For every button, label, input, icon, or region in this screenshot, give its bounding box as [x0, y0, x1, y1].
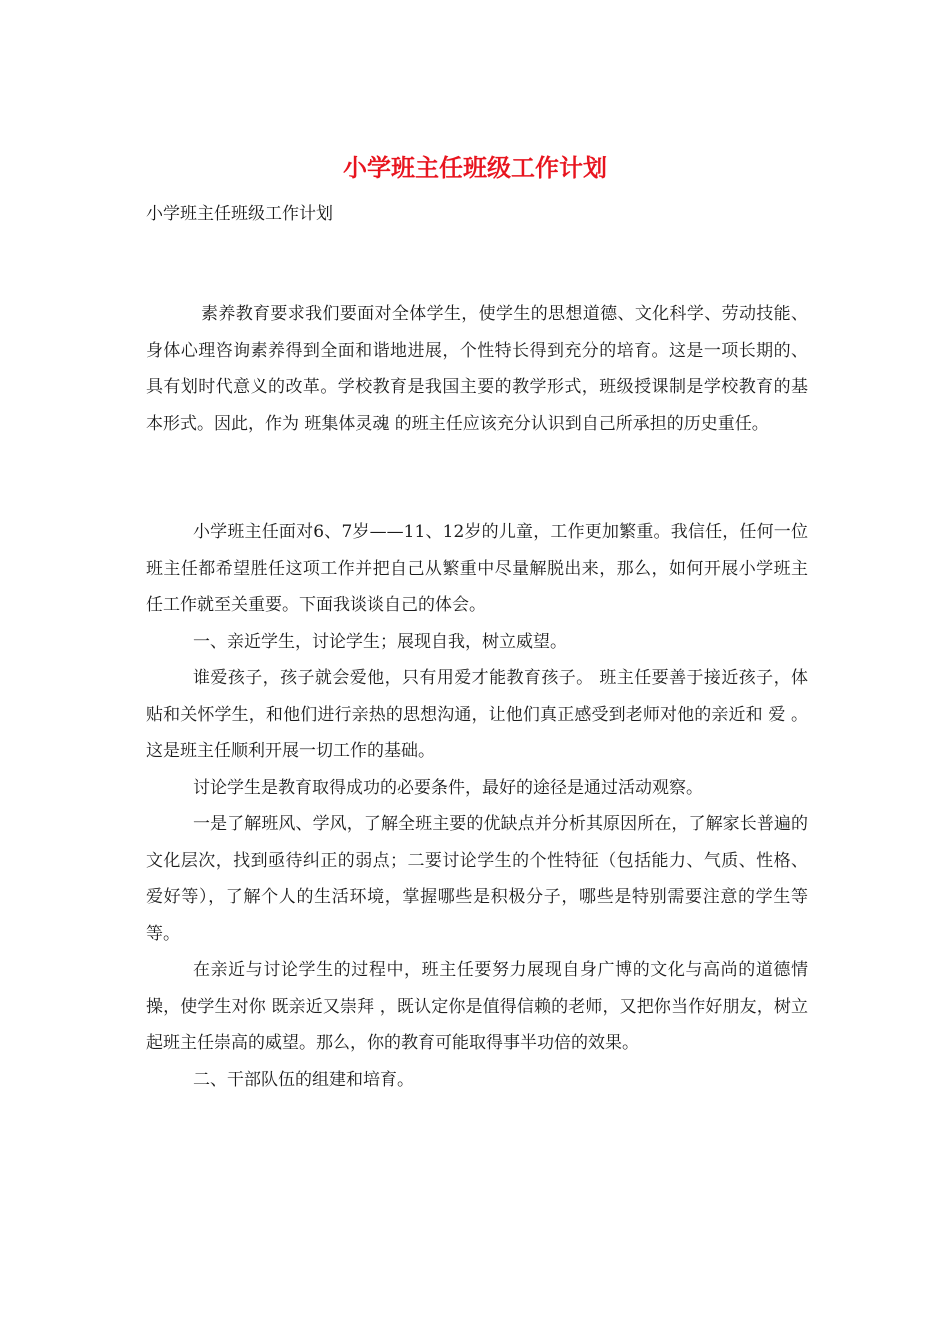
- document-subtitle: 小学班主任班级工作计划: [146, 204, 333, 224]
- paragraph: 在亲近与讨论学生的过程中，班主任要努力展现自身广博的文化与高尚的道德情操，使学生对你 既亲近又崇拜 ，既认定你是值得信赖的老师，又把你当作好朋友，树立起班主任崇高的威望。那么，你的教育可能取得事半功倍的效果。: [146, 960, 808, 1053]
- paragraph: 讨论学生是教育取得成功的必要条件，最好的途径是通过活动观察。: [193, 777, 703, 798]
- body-block-2: [146, 514, 808, 1098]
- paragraph: 谁爱孩子，孩子就会爱他，只有用爱才能教育孩子。 班主任要善于接近孩子，体贴和关怀学生，和他们进行亲热的思想沟通，让他们真正感受到老师对他的亲近和 爱 。这是班主任顺利开展一切工作的基础。: [146, 668, 808, 761]
- paragraph: 小学班主任面对6、7岁——11、12岁的儿童，工作更加繁重。我信任，任何一位班主任都希望胜任这项工作并把自己从繁重中尽量解脱出来，那么，如何开展小学班主任工作就至关重要。下面我谈谈自己的体会。: [146, 522, 808, 615]
- paragraph: 一是了解班风、学风，了解全班主要的优缺点并分析其原因所在，了解家长普遍的文化层次，找到亟待纠正的弱点；二要讨论学生的个性特征（包括能力、气质、性格、爱好等），了解个人的生活环境，掌握哪些是积极分子，哪些是特别需要注意的学生等等。: [146, 814, 808, 944]
- body-block-1: [146, 296, 808, 442]
- section-heading: 二、干部队伍的组建和培育。: [193, 1069, 414, 1090]
- paragraph: 素养教育要求我们要面对全体学生，使学生的思想道德、文化科学、劳动技能、身体心理咨询素养得到全面和谐地进展，个性特长得到充分的培育。这是一项长期的、具有划时代意义的改革。学校教育是我国主要的教学形式，班级授课制是学校教育的基本形式。因此，作为 班集体灵魂 的班主任应该充分认识到自己所承担的历史重任。: [146, 304, 808, 434]
- section-heading: 一、亲近学生，讨论学生；展现自我，树立威望。: [193, 631, 567, 652]
- document-title: 小学班主任班级工作计划: [343, 153, 607, 182]
